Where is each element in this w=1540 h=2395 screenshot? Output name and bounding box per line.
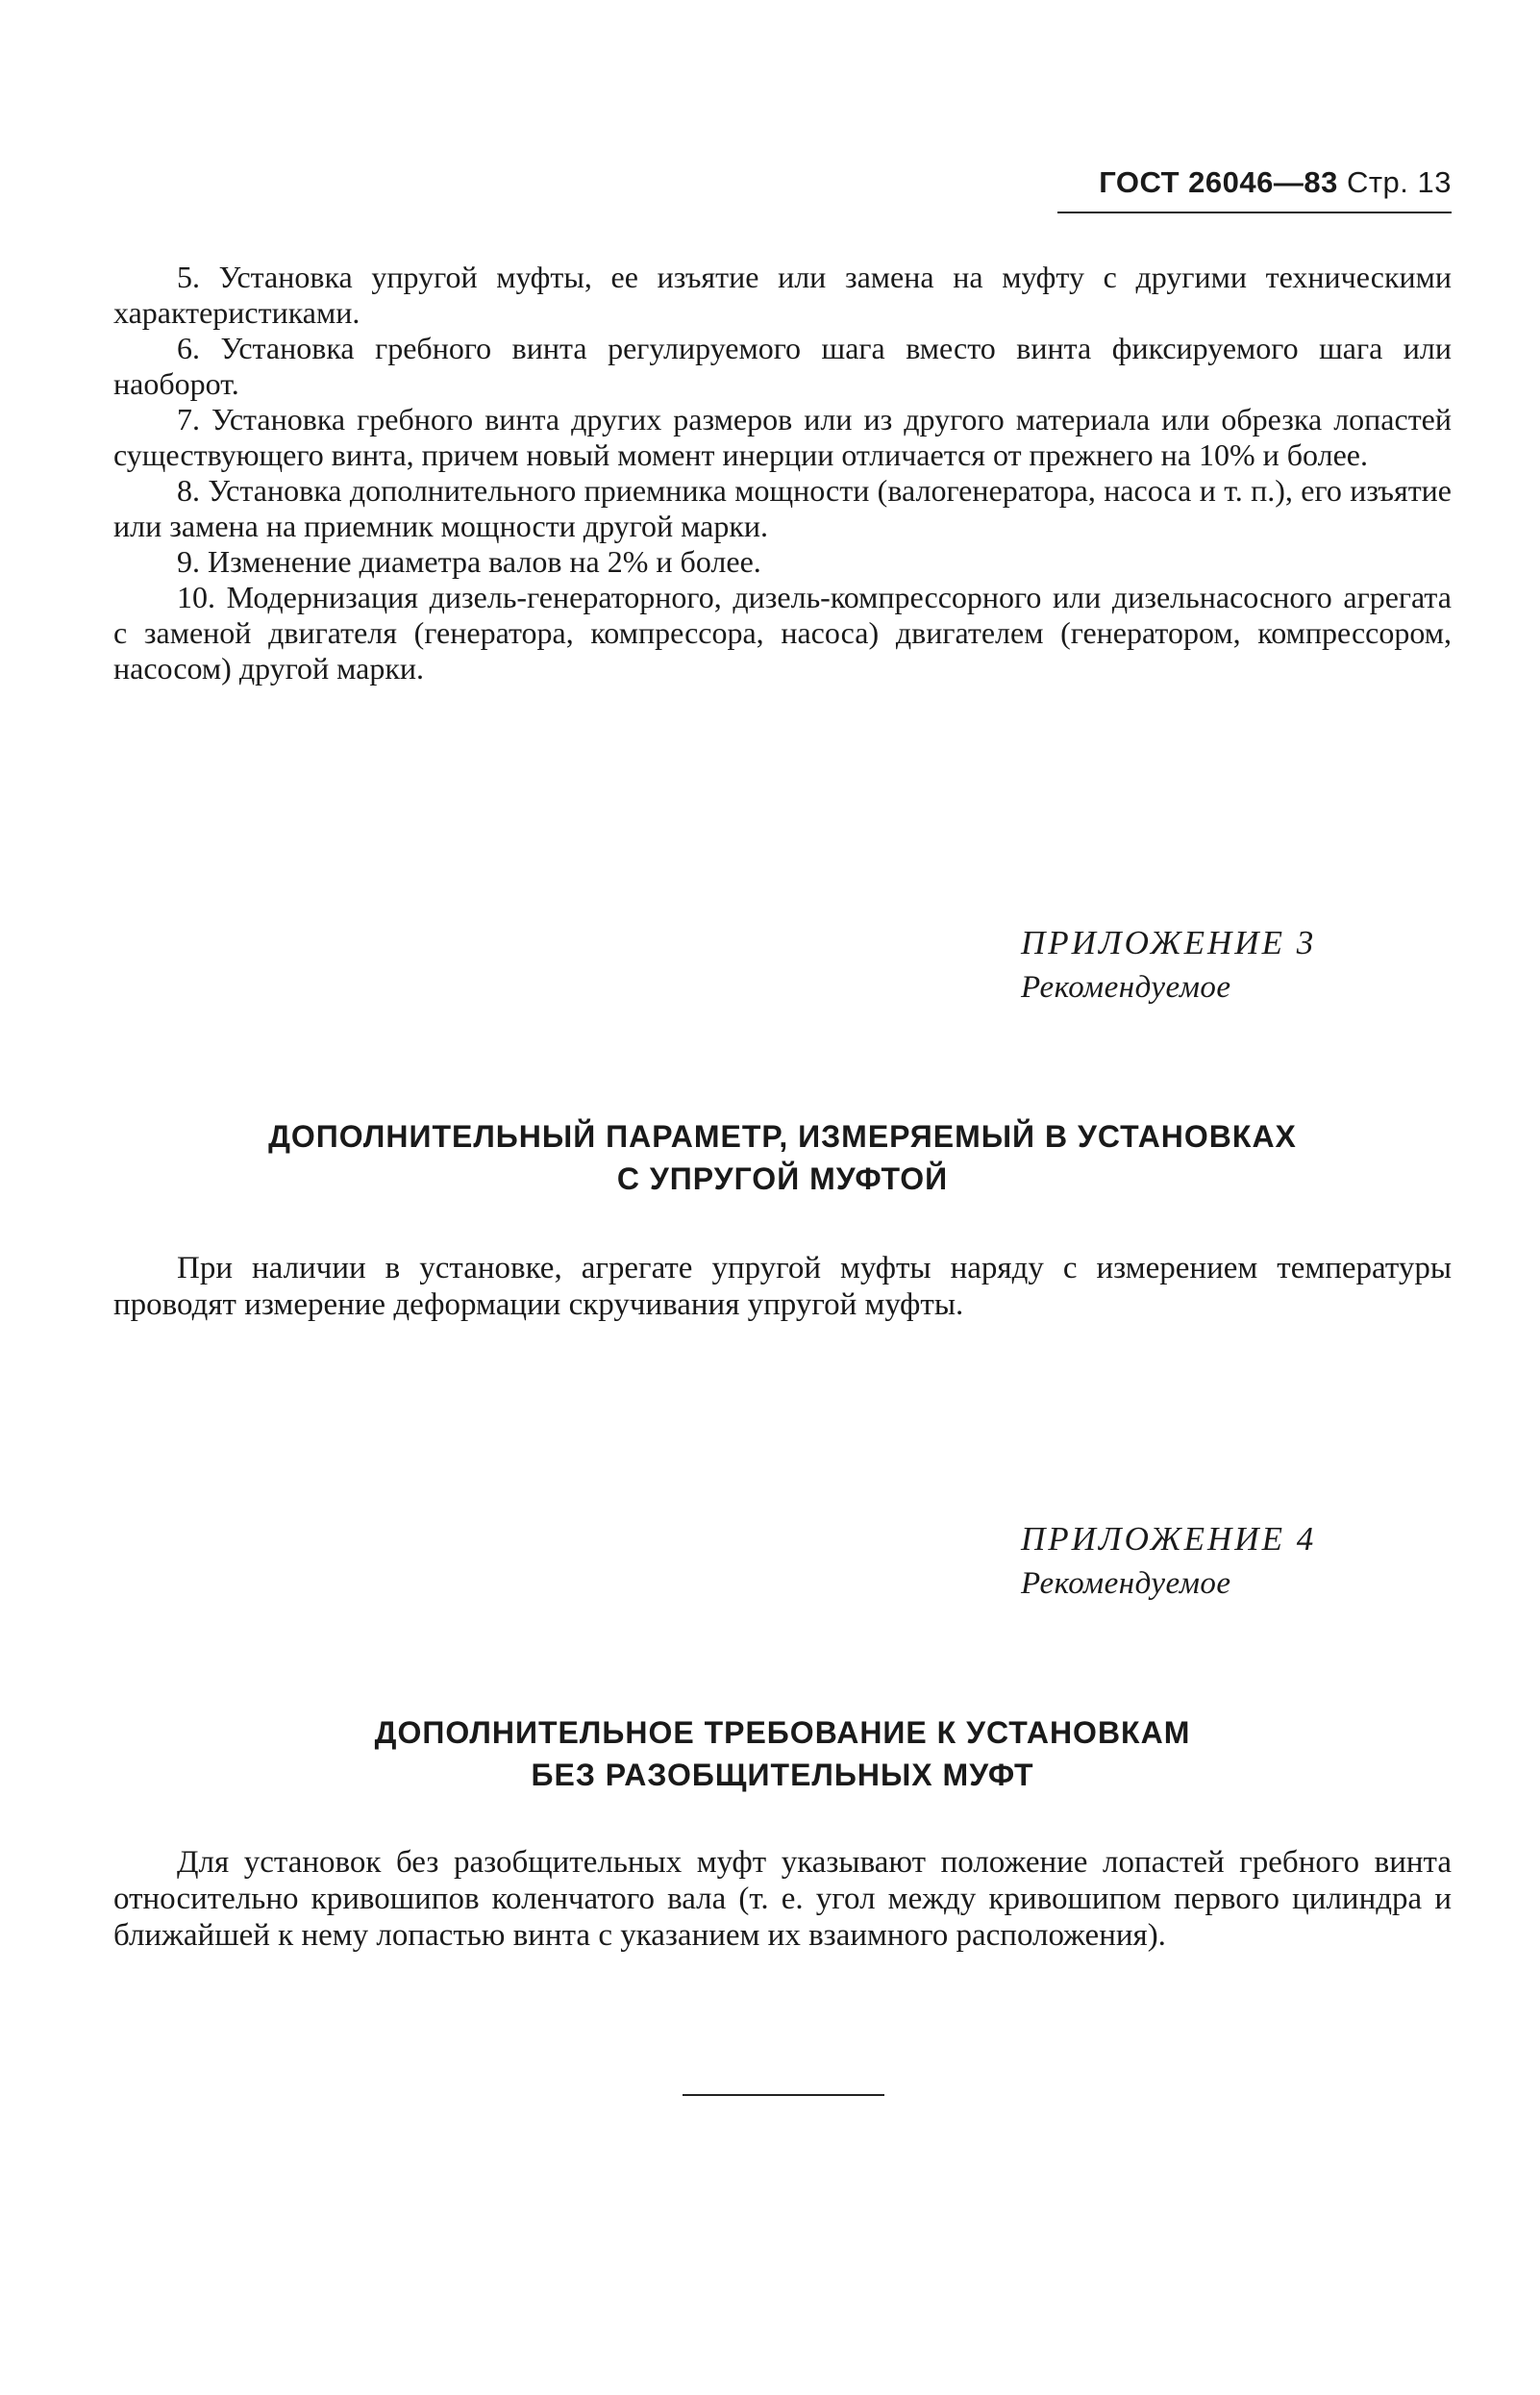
annex-4-heading-line-2: БЕЗ РАЗОБЩИТЕЛЬНЫХ МУФТ [531,1758,1034,1792]
list-item-9: 9. Изменение диаметра валов на 2% и более. [177,544,761,579]
end-rule [683,2094,884,2096]
list-item-7: 7. Установка гребного винта других размеров или из другого материала или обрезка лопастей существующего винта, причем новый момент инерции отличается от прежнего на 10% и более. [113,402,1452,472]
annex-4-paragraph: Для установок без разобщительных муфт указывают положение лопастей гребного винта относительно кривошипов коленчатого вала (т. е. угол между кривошипом первого цилиндра и ближайшей к нему лопастью винта с указанием их взаимного расположения). [113,1845,1452,1953]
modification-list [113,260,1452,686]
page-number: Стр. 13 [1346,165,1452,199]
annex-4-heading [113,1711,1452,1796]
page-header [1048,165,1452,200]
annex-3-heading-line-2: С УПРУГОЙ МУФТОЙ [616,1161,949,1196]
annex-3-label [944,921,1444,1010]
annex-4-body [113,1844,1452,1954]
annex-3-heading [113,1115,1452,1200]
header-rule [1057,212,1452,213]
annex-3-status: Рекомендуемое [1021,970,1231,1005]
annex-4-label [944,1517,1444,1606]
list-item-10: 10. Модернизация дизель-генераторного, дизель-компрессорного или дизельнасосного агрегата с заменой двигателя (генератора, компрессора, насоса) двигателем (генератором, компрессором, насосом) другой марки. [113,580,1452,686]
annex-4-status: Рекомендуемое [1021,1566,1231,1601]
annex-3-paragraph: При наличии в установке, агрегате упругой муфты наряду с измерением температуры проводят измерение деформации скручивания упругой муфты. [113,1251,1452,1322]
list-item-8: 8. Установка дополнительного приемника мощности (валогенератора, насоса и т. п.), его изъятие или замена на приемник мощности другой марки. [113,473,1452,543]
standard-number: ГОСТ 26046—83 [1099,165,1338,199]
list-item-6: 6. Установка гребного винта регулируемого шага вместо винта фиксируемого шага или наоборот. [113,331,1452,401]
list-item-5: 5. Установка упругой муфты, ее изъятие или замена на муфту с другими техническими характеристиками. [113,260,1452,330]
annex-3-heading-line-1: ДОПОЛНИТЕЛЬНЫЙ ПАРАМЕТР, ИЗМЕРЯЕМЫЙ В УСТАНОВКАХ [268,1119,1297,1154]
annex-3-body [113,1250,1452,1323]
annex-4-title: ПРИЛОЖЕНИЕ 4 [1021,1520,1317,1558]
annex-4-heading-line-1: ДОПОЛНИТЕЛЬНОЕ ТРЕБОВАНИЕ К УСТАНОВКАМ [374,1715,1191,1750]
annex-3-title: ПРИЛОЖЕНИЕ 3 [1021,924,1317,961]
